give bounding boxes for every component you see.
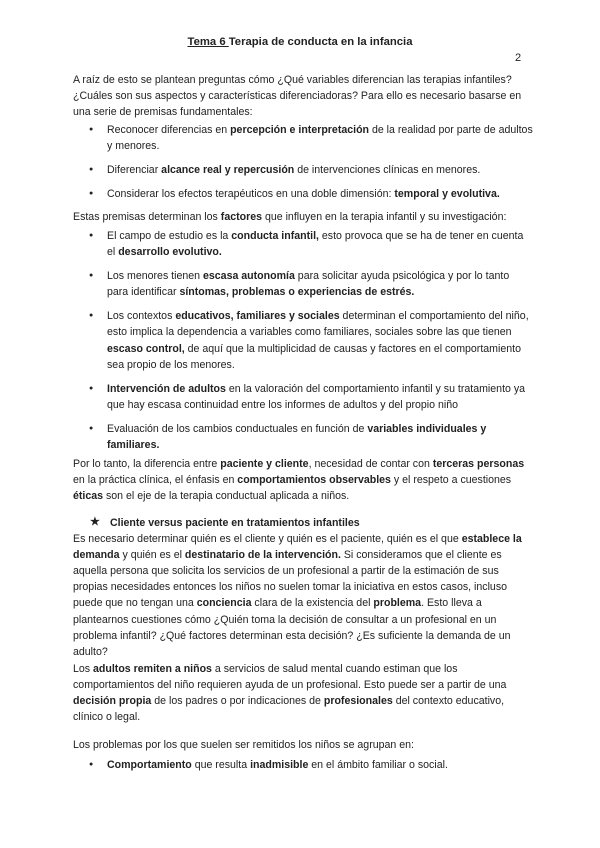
- list-item: ● Evaluación de los cambios conductuales en función de variables individuales y familiares.: [73, 421, 533, 453]
- remision-paragraph: Los adultos remiten a niños a servicios de salud mental cuando estiman que los comportamientos del niño requieren ayuda de un profesional. Esto puede ser a partir de una decisión propia de los padres o por indicaciones de profesionales del contexto educativo, clínico o legal.: [73, 663, 507, 724]
- section-cliente-paciente: [73, 515, 533, 660]
- list-item: ● Comportamiento que resulta inadmisible en el ámbito familiar o social.: [73, 757, 533, 773]
- problemas-paragraph: Los problemas por los que suelen ser remitidos los niños se agrupan en:: [73, 739, 414, 751]
- premisas-list: [73, 122, 533, 210]
- list-item: ● Los menores tienen escasa autonomía para solicitar ayuda psicológica y por lo tanto para identificar síntomas, problemas o experiencias de estrés.: [73, 268, 533, 300]
- problemas-list: [73, 757, 533, 781]
- list-item: ● Diferenciar alcance real y repercusión de intervenciones clínicas en menores.: [73, 162, 533, 178]
- title-prefix: Tema 6: [187, 36, 229, 48]
- star-icon: ★: [90, 516, 100, 528]
- document-title: [0, 36, 600, 48]
- title-text: Terapia de conducta en la infancia: [228, 36, 413, 48]
- list-item: ● Reconocer diferencias en percepción e interpretación de la realidad por parte de adultos y menores.: [73, 122, 533, 154]
- conclusion-paragraph: Por lo tanto, la diferencia entre paciente y cliente, necesidad de contar con terceras personas en la práctica clínica, el énfasis en comportamientos observables y el respeto a cuestiones éticas son el eje de la terapia conductual aplicada a niños.: [73, 458, 525, 503]
- list-item: ● Los contextos educativos, familiares y sociales determinan el comportamiento del niño, esto implica la dependencia a variables como familiares, sociales sobre las que tienen escaso control, de aquí que la multiplicidad de causas y factores en el comportamiento sea propio de los menores.: [73, 308, 533, 372]
- section-title: Cliente versus paciente en tratamientos infantiles: [110, 517, 360, 529]
- intro-paragraph: [73, 72, 533, 120]
- factores-intro: Estas premisas determinan los factores que influyen en la terapia infantil y su investigación:: [73, 211, 507, 223]
- intro-text: A raíz de esto se plantean preguntas cómo ¿Qué variables diferencian las terapias infantiles? ¿Cuáles son sus aspectos y características diferenciadoras? Para ello es necesario basarse en una serie de premisas fundamentales:: [73, 74, 522, 119]
- section-heading: [73, 515, 533, 531]
- list-item: ● El campo de estudio es la conducta infantil, esto provoca que se ha de tener en cuenta el desarrollo evolutivo.: [73, 228, 533, 260]
- factores-list: [73, 228, 533, 461]
- page-number: 2: [515, 52, 522, 64]
- list-item: ● Intervención de adultos en la valoración del comportamiento infantil y su tratamiento ya que hay escasa continuidad entre los informes de adultos y del propio niño: [73, 381, 533, 413]
- section-paragraph: Es necesario determinar quién es el cliente y quién es el paciente, quién es el que establece la demanda y quién es el destinatario de la intervención. Si consideramos que el cliente es aquella persona que solicita los servicios de un profesional a partir de la estimación de sus propias necesidades entonces los niños no suelen tomar la iniciativa en estos casos, incluso puede que no tengan una conciencia clara de la existencia del problema. Esto lleva a plantearnos cuestiones cómo ¿Quién toma la decisión de consultar a un profesional en un problema infantil? ¿Qué factores determinan esta decisión? ¿Es suficiente la demanda de un adulto?: [73, 533, 522, 658]
- list-item: ● Considerar los efectos terapéuticos en una doble dimensión: temporal y evolutiva.: [73, 186, 533, 202]
